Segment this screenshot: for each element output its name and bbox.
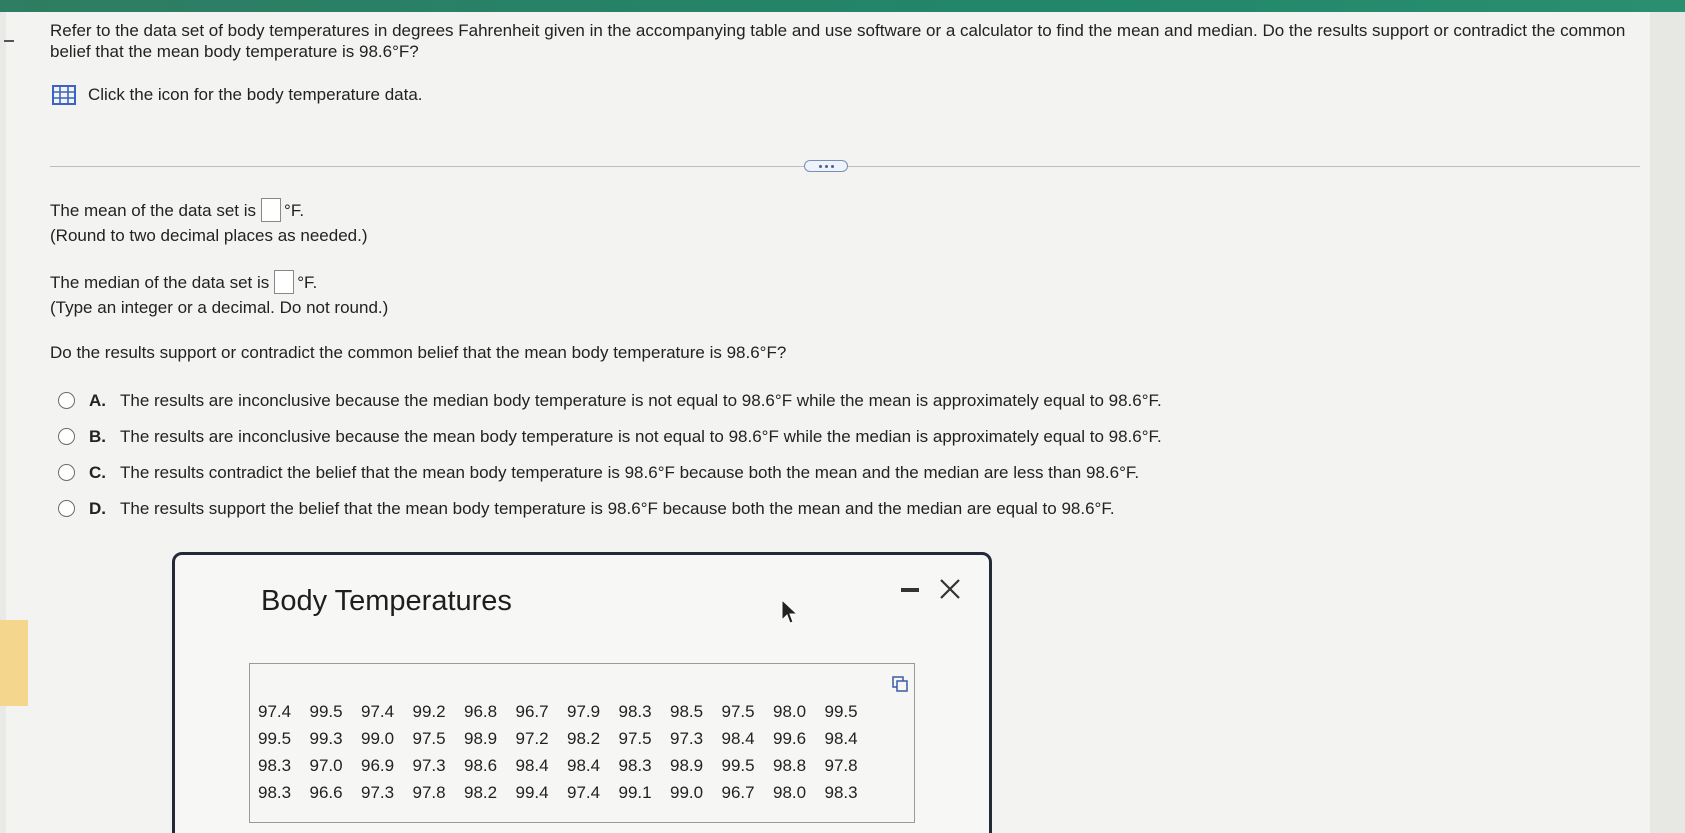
choice-letter: A. bbox=[89, 391, 106, 410]
temperature-cell: 96.7 bbox=[515, 701, 549, 721]
choice-text: The results are inconclusive because the mean body temperature is not equal to 98.6°F while the median is approximately equal to 98.6°F. bbox=[120, 427, 1162, 446]
temperature-cell: 98.9 bbox=[670, 755, 704, 775]
table-row bbox=[258, 779, 876, 806]
temperature-cell: 96.7 bbox=[721, 782, 755, 802]
dot-icon bbox=[825, 165, 828, 168]
temperature-cell: 98.0 bbox=[773, 701, 807, 721]
temperature-cell: 99.5 bbox=[309, 701, 343, 721]
choice-letter: C. bbox=[89, 463, 106, 482]
body-temperatures-dialog bbox=[172, 552, 992, 833]
dot-icon bbox=[819, 165, 822, 168]
temperature-cell: 99.5 bbox=[721, 755, 755, 775]
temperature-cell: 97.4 bbox=[567, 782, 601, 802]
question-prompt: Refer to the data set of body temperatures in degrees Fahrenheit given in the accompanying table and use software or a calculator to find the mean and median. Do the results support or contradict the common belief that the mean body temperature is 98.6°F? bbox=[50, 21, 1626, 61]
temperature-cell: 98.4 bbox=[567, 755, 601, 775]
temperature-cell: 98.8 bbox=[773, 755, 807, 775]
temperature-cell: 97.5 bbox=[618, 728, 652, 748]
temperature-cell: 99.0 bbox=[361, 728, 395, 748]
temperature-cell: 98.0 bbox=[773, 782, 807, 802]
choice-c[interactable] bbox=[58, 462, 1139, 483]
table-row bbox=[258, 725, 876, 752]
mouse-pointer-icon bbox=[780, 599, 800, 625]
data-table-frame bbox=[249, 663, 915, 823]
choice-letter: D. bbox=[89, 499, 106, 518]
temperature-cell: 96.9 bbox=[361, 755, 395, 775]
median-line bbox=[50, 270, 317, 294]
left-edge bbox=[0, 12, 6, 833]
temperature-cell: 97.8 bbox=[412, 782, 446, 802]
temperature-table bbox=[258, 698, 876, 806]
mean-answer-input[interactable] bbox=[261, 198, 281, 222]
right-edge bbox=[1650, 12, 1685, 833]
table-row bbox=[258, 752, 876, 779]
temperature-cell: 98.5 bbox=[670, 701, 704, 721]
median-answer-input[interactable] bbox=[274, 270, 294, 294]
radio-button[interactable] bbox=[58, 428, 75, 445]
temperature-cell: 97.5 bbox=[721, 701, 755, 721]
mean-suffix: °F. bbox=[284, 201, 305, 220]
mean-prefix: The mean of the data set is bbox=[50, 201, 257, 220]
radio-button[interactable] bbox=[58, 464, 75, 481]
temperature-cell: 97.3 bbox=[412, 755, 446, 775]
data-link[interactable] bbox=[52, 84, 423, 105]
temperature-cell: 97.0 bbox=[309, 755, 343, 775]
temperature-cell: 98.3 bbox=[258, 755, 292, 775]
temperature-cell: 99.0 bbox=[670, 782, 704, 802]
temperature-cell: 98.6 bbox=[464, 755, 498, 775]
temperature-cell: 98.4 bbox=[515, 755, 549, 775]
mean-hint: (Round to two decimal places as needed.) bbox=[50, 226, 368, 245]
choice-b[interactable] bbox=[58, 426, 1162, 447]
dialog-title: Body Temperatures bbox=[261, 585, 512, 617]
temperature-cell: 97.8 bbox=[824, 755, 858, 775]
temperature-cell: 97.9 bbox=[567, 701, 601, 721]
temperature-cell: 98.4 bbox=[824, 728, 858, 748]
choice-a[interactable] bbox=[58, 390, 1162, 411]
temperature-cell: 99.1 bbox=[618, 782, 652, 802]
left-edge-dash bbox=[4, 40, 14, 42]
median-hint: (Type an integer or a decimal. Do not round.) bbox=[50, 298, 389, 317]
temperature-cell: 99.4 bbox=[515, 782, 549, 802]
temperature-cell: 96.8 bbox=[464, 701, 498, 721]
temperature-cell: 99.2 bbox=[412, 701, 446, 721]
choice-letter: B. bbox=[89, 427, 106, 446]
choice-text: The results support the belief that the mean body temperature is 98.6°F because both the mean and the median are equal to 98.6°F. bbox=[120, 499, 1115, 518]
temperature-cell: 97.4 bbox=[258, 701, 292, 721]
close-icon[interactable] bbox=[938, 577, 962, 601]
temperature-cell: 96.6 bbox=[309, 782, 343, 802]
temperature-cell: 97.2 bbox=[515, 728, 549, 748]
table-row bbox=[258, 698, 876, 725]
temperature-cell: 99.3 bbox=[309, 728, 343, 748]
temperature-cell: 99.6 bbox=[773, 728, 807, 748]
temperature-cell: 98.2 bbox=[464, 782, 498, 802]
temperature-cell: 97.3 bbox=[361, 782, 395, 802]
expand-more-button[interactable] bbox=[804, 160, 848, 172]
temperature-cell: 98.3 bbox=[618, 755, 652, 775]
choice-d[interactable] bbox=[58, 498, 1115, 519]
top-accent-bar bbox=[0, 0, 1685, 12]
choice-text: The results contradict the belief that the mean body temperature is 98.6°F because both the mean and the median are less than 98.6°F. bbox=[120, 463, 1140, 482]
median-prefix: The median of the data set is bbox=[50, 273, 270, 292]
mean-line bbox=[50, 198, 304, 222]
temperature-cell: 97.3 bbox=[670, 728, 704, 748]
temperature-cell: 97.4 bbox=[361, 701, 395, 721]
temperature-cell: 98.3 bbox=[258, 782, 292, 802]
temperature-cell: 99.5 bbox=[258, 728, 292, 748]
radio-button[interactable] bbox=[58, 392, 75, 409]
temperature-cell: 98.2 bbox=[567, 728, 601, 748]
side-tab[interactable] bbox=[0, 620, 28, 706]
temperature-cell: 97.5 bbox=[412, 728, 446, 748]
data-link-label[interactable]: Click the icon for the body temperature data. bbox=[88, 85, 423, 104]
support-question: Do the results support or contradict the common belief that the mean body temperature is 98.6°F? bbox=[50, 343, 787, 362]
copy-icon[interactable] bbox=[892, 676, 908, 692]
temperature-cell: 99.5 bbox=[824, 701, 858, 721]
minimize-button[interactable] bbox=[901, 588, 919, 592]
temperature-cell: 98.4 bbox=[721, 728, 755, 748]
radio-button[interactable] bbox=[58, 500, 75, 517]
temperature-cell: 98.9 bbox=[464, 728, 498, 748]
temperature-cell: 98.3 bbox=[824, 782, 858, 802]
dot-icon bbox=[831, 165, 834, 168]
table-grid-icon[interactable] bbox=[52, 85, 76, 105]
choice-text: The results are inconclusive because the median body temperature is not equal to 98.6°F while the mean is approximately equal to 98.6°F. bbox=[120, 391, 1162, 410]
temperature-cell: 98.3 bbox=[618, 701, 652, 721]
median-suffix: °F. bbox=[297, 273, 318, 292]
